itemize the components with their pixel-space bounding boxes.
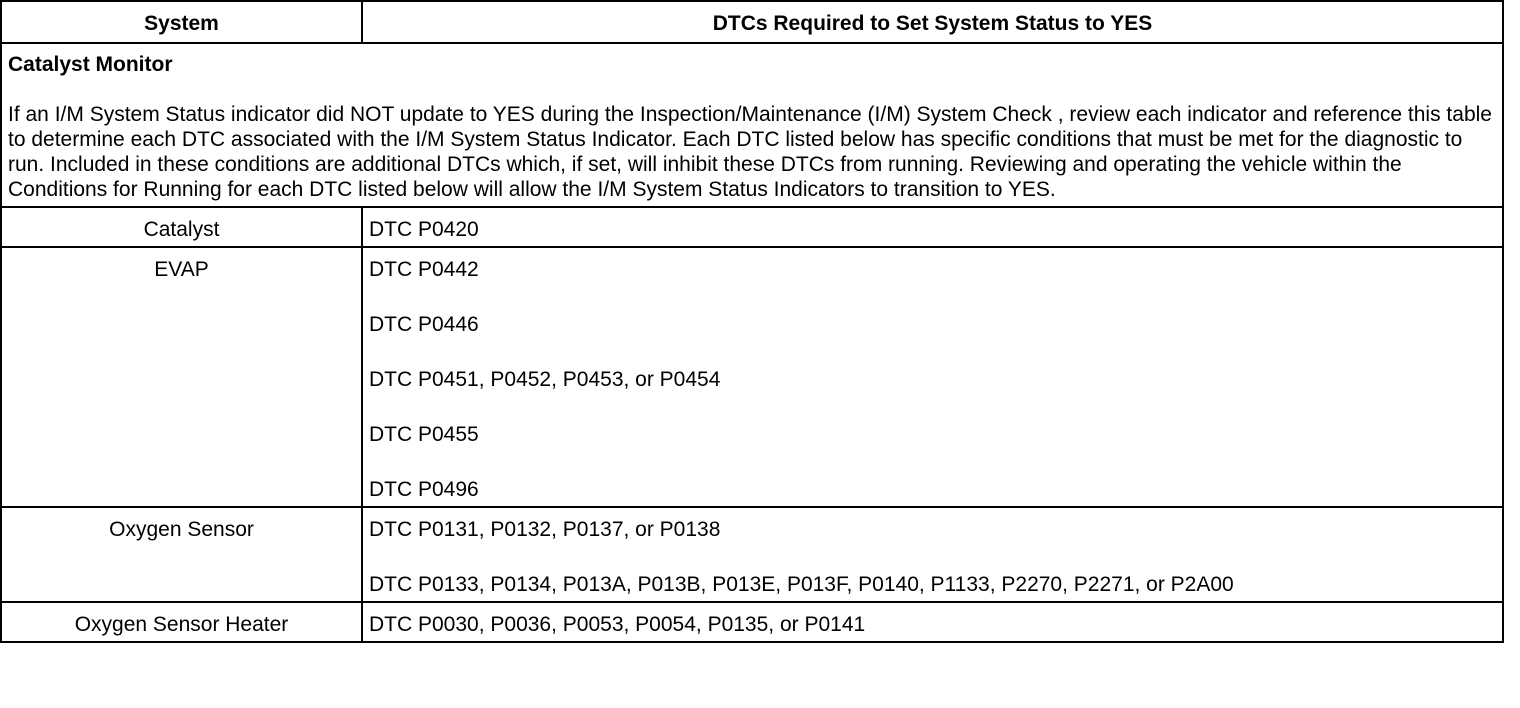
system-cell: Oxygen Sensor [1,507,362,602]
dtc-item: DTC P0451, P0452, P0453, or P0454 [369,368,721,391]
table-row [1,247,1503,507]
dtc-item: DTC P0420 [369,218,479,241]
table-row [1,602,1503,642]
section-title: Catalyst Monitor [8,53,173,76]
table-row [1,207,1503,247]
dtc-item: DTC P0496 [369,478,479,501]
dtc-cell [362,207,1503,247]
header-system: System [1,1,362,43]
intro-cell [1,43,1503,207]
header-dtcs: DTCs Required to Set System Status to YES [362,1,1503,43]
dtc-item: DTC P0455 [369,423,479,446]
system-cell: Oxygen Sensor Heater [1,602,362,642]
header-row [1,1,1503,43]
system-cell: EVAP [1,247,362,507]
dtc-item: DTC P0442 [369,258,479,281]
intro-paragraph: If an I/M System Status indicator did NOT update to YES during the Inspection/Maintenance (I/M) System Check , review each indicator and reference this table to determine each DTC associated with the I/M System Status Indicator. Each DTC listed below has specific conditions that must be met for the diagnostic to run. Included in these conditions are additional DTCs which, if set, will inhibit these DTCs from running. Reviewing and operating the vehicle within the Conditions for Running for each DTC listed below will allow the I/M System Status Indicators to transition to YES. [8,103,1492,201]
dtc-cell [362,247,1503,507]
table-row [1,507,1503,602]
system-cell: Catalyst [1,207,362,247]
dtc-cell [362,507,1503,602]
dtc-item: DTC P0446 [369,313,479,336]
intro-row [1,43,1503,207]
dtc-item: DTC P0133, P0134, P013A, P013B, P013E, P013F, P0140, P1133, P2270, P2271, or P2A00 [369,573,1234,596]
dtc-item: DTC P0030, P0036, P0053, P0054, P0135, or P0141 [369,613,866,636]
dtc-cell [362,602,1503,642]
dtc-item: DTC P0131, P0132, P0137, or P0138 [369,518,721,541]
